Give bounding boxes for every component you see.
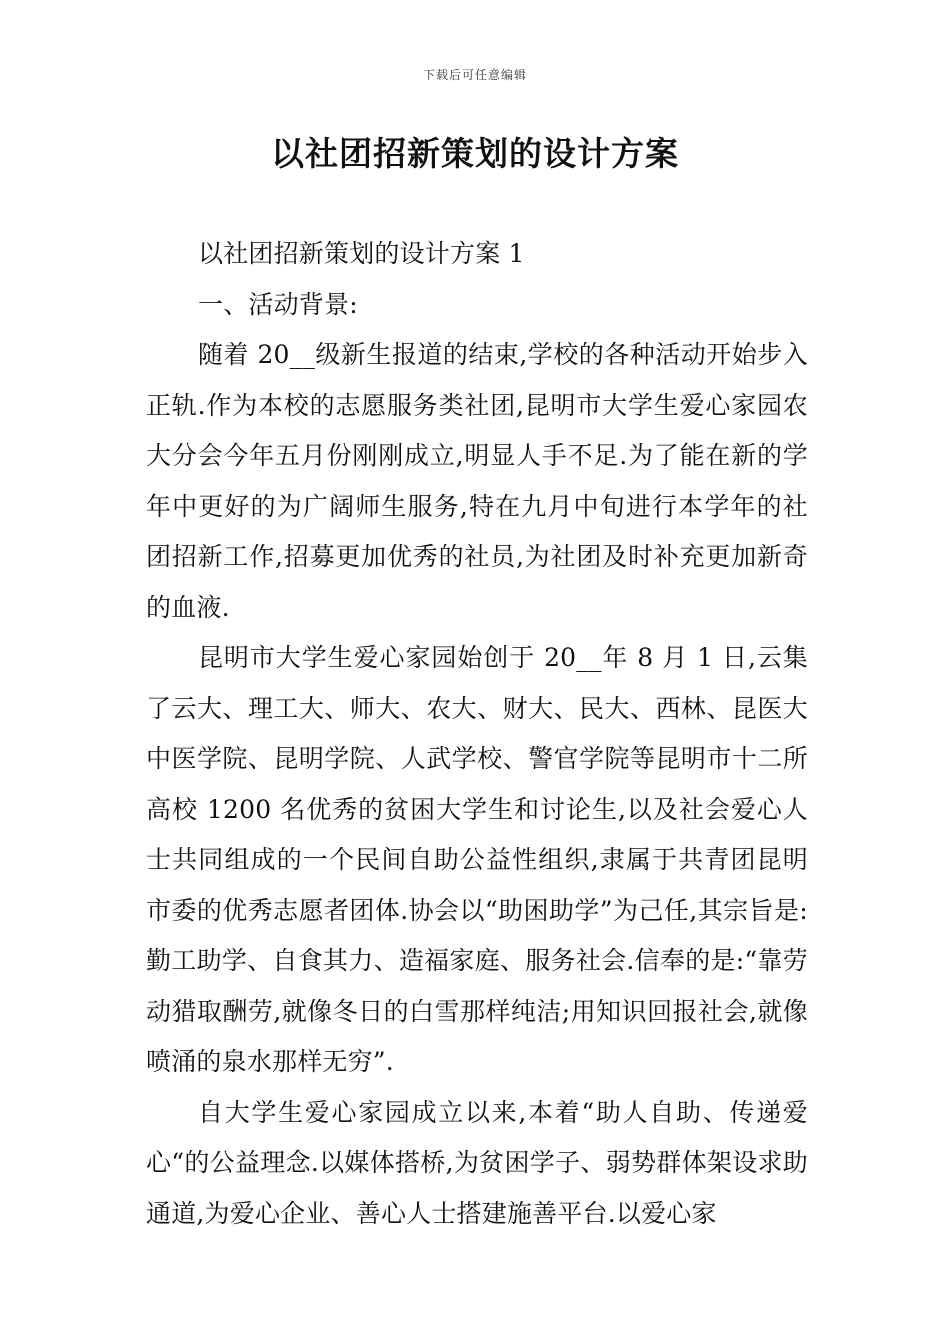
document-title: 以社团招新策划的设计方案 [271, 134, 679, 173]
section-subtitle: 以社团招新策划的设计方案 1 [198, 239, 525, 268]
paragraph-organization-history: 昆明市大学生爱心家园始创于 20__年 8 月 1 日,云集了云大、理工大、师大、农大、财大、民大、西林、昆医大中医学院、昆明学院、人武学校、警官学院等昆明市十二所高校 1200 名优秀的贫困大学生和讨论生,以及社会爱心人士共同组成的一个民间自助公益性组织,隶属于共青团昆明市委的优秀志愿者团体.协会以“助困助学”为己任,其宗旨是:勤工助学、自食其力、造福家庭、服务社会.信奉的是:“靠劳动猎取酬劳,就像冬日的白雪那样纯洁;用知识回报社会,就像喷涌的泉水那样无穷”. [146, 643, 808, 1076]
section-heading-background: 一、活动背景: [198, 289, 358, 319]
paragraph-background: 随着 20__级新生报道的结束,学校的各种活动开始步入正轨.作为本校的志愿服务类社团,昆明市大学生爱心家园农大分会今年五月份刚刚成立,明显人手不足.为了能在新的学年中更好的为广阔师生服务,特在九月中旬进行本学年的社团招新工作,招募更加优秀的社员,为社团及时补充更加新奇的血液. [146, 340, 808, 622]
paragraph-mission: 自大学生爱心家园成立以来,本着“助人自助、传递爱心“的公益理念.以媒体搭桥,为贫困学子、弱势群体架设求助通道,为爱心企业、善心人士搭建施善平台.以爱心家 [146, 1097, 808, 1228]
header-note: 下载后可任意编辑 [422, 68, 527, 82]
document-body [146, 229, 808, 1239]
